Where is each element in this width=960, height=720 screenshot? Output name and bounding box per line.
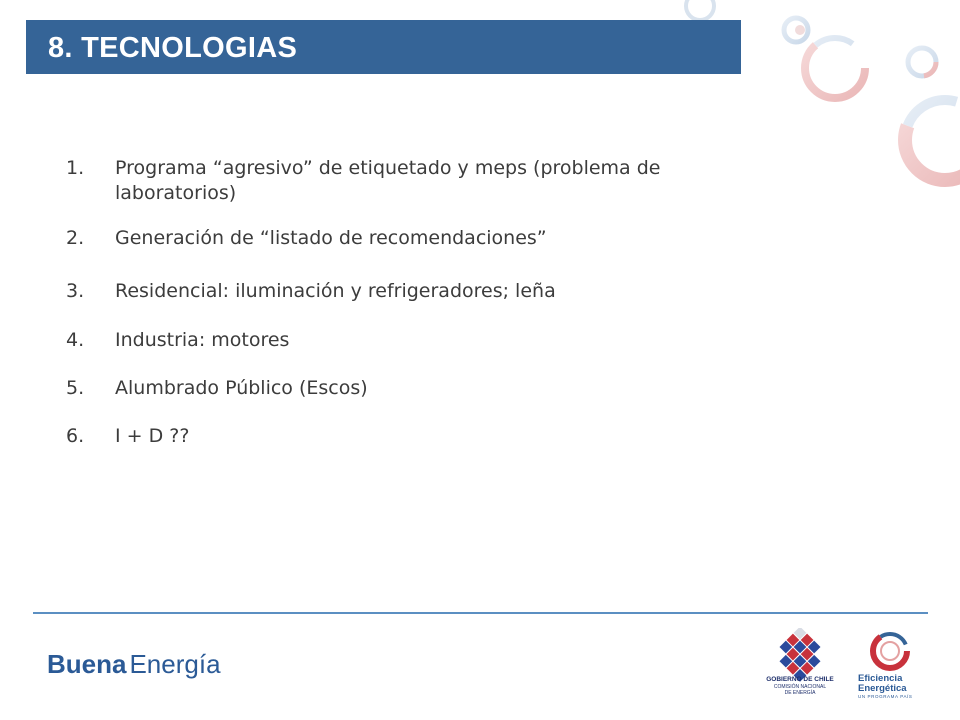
gov-logo-line2: COMISIÓN NACIONAL bbox=[773, 684, 827, 690]
eficiencia-energetica-logo-icon bbox=[862, 628, 922, 674]
list-item-text: Industria: motores bbox=[115, 329, 290, 351]
list-item bbox=[66, 328, 786, 376]
gov-logo-line1: GOBIERNO DE CHILE bbox=[766, 676, 834, 683]
footer-divider bbox=[33, 612, 928, 614]
list-item-number: 6. bbox=[66, 425, 85, 447]
list-item-number: 3. bbox=[66, 280, 85, 302]
brand-wordmark bbox=[47, 648, 221, 680]
list-item bbox=[66, 226, 786, 279]
list-item-number: 1. bbox=[66, 157, 85, 179]
list-item-text: I + D ?? bbox=[115, 425, 190, 447]
brand-bold-text: Buena bbox=[47, 649, 127, 679]
list-item bbox=[66, 376, 786, 424]
list-item bbox=[66, 156, 786, 226]
ee-logo-line1: Eficiencia bbox=[858, 673, 903, 684]
list-item-number: 2. bbox=[66, 227, 85, 249]
gov-logo-line3: DE ENERGÍA bbox=[784, 690, 816, 696]
list-item-text: Alumbrado Público (Escos) bbox=[115, 377, 368, 399]
list-item-number: 5. bbox=[66, 377, 85, 399]
ee-logo-line2: Energética bbox=[858, 683, 907, 694]
list-item-text: Residencial: iluminación y refrigeradores; leña bbox=[115, 280, 556, 302]
title-bar bbox=[26, 20, 741, 74]
content-list bbox=[66, 156, 786, 454]
list-item-text: Generación de “listado de recomendaciones” bbox=[115, 227, 547, 249]
eficiencia-energetica-logo-text bbox=[858, 674, 928, 700]
list-item-text: Programa “agresivo” de etiquetado y meps (problema de laboratorios) bbox=[115, 157, 661, 204]
brand-regular-text: Energía bbox=[129, 649, 221, 679]
list-item bbox=[66, 279, 786, 328]
list-item-number: 4. bbox=[66, 329, 85, 351]
slide-title: 8. TECNOLOGIAS bbox=[48, 32, 298, 64]
ee-logo-line3: UN PROGRAMA PAÍS bbox=[858, 694, 913, 699]
chile-government-logo-text bbox=[752, 676, 848, 696]
list-item bbox=[66, 424, 786, 454]
